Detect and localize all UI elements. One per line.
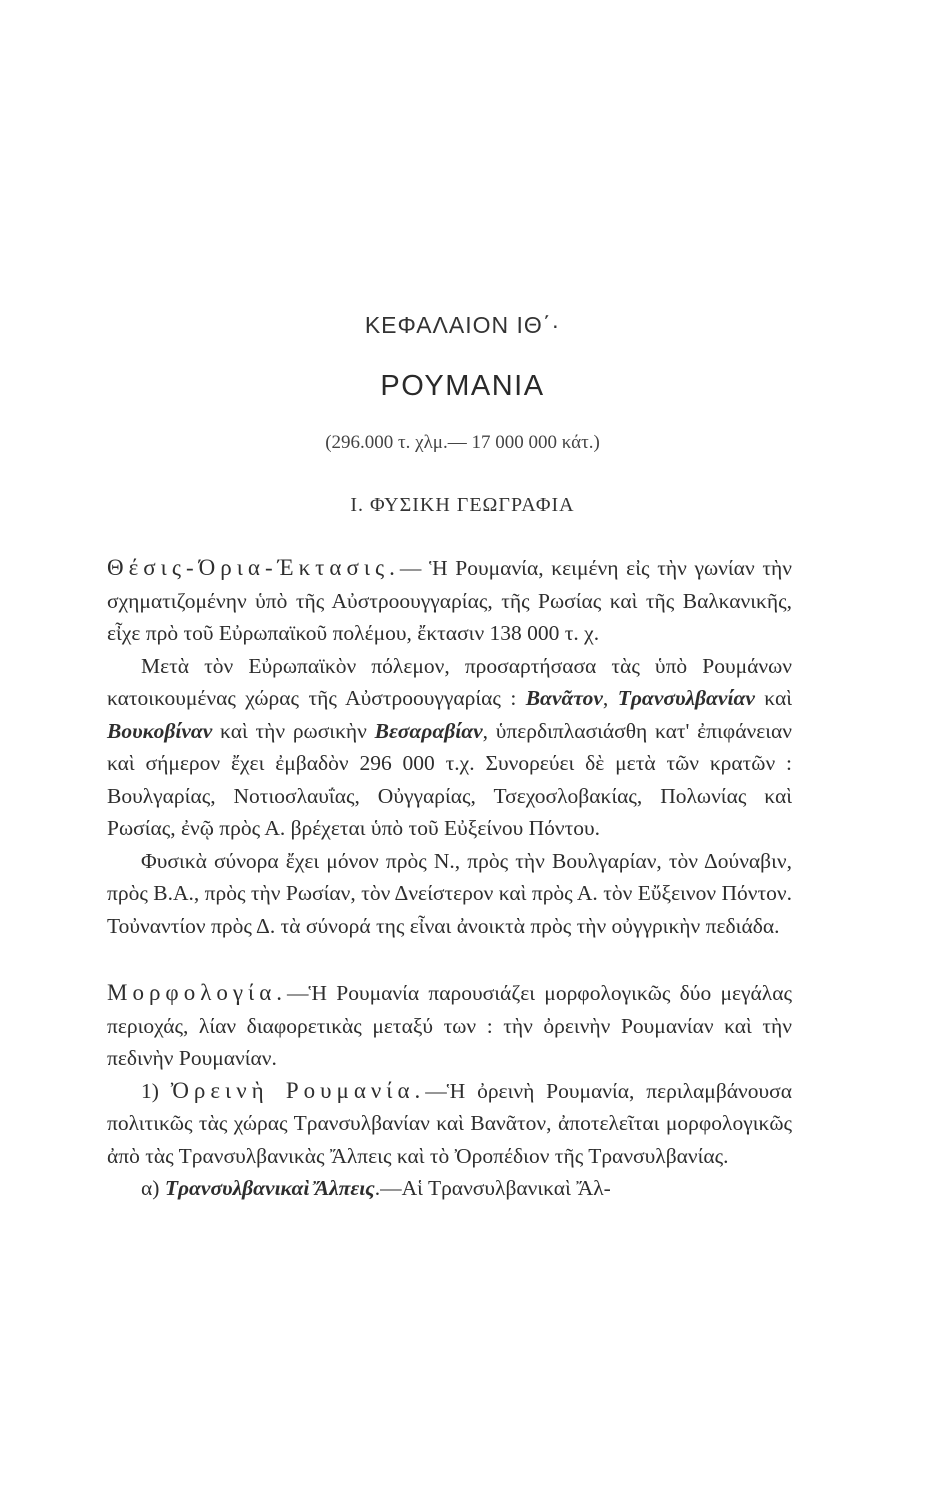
paragraph-morphology — [107, 977, 792, 1075]
bold-term-banat: Βανᾶτον — [525, 686, 603, 710]
text-run: , ὑπερδιπλασιάσθη κατ' ἐπιφάνειαν καὶ σήμερον ἔχει ἐμβαδὸν 296 000 τ.χ. Συνορεύει δὲ μετὰ τῶν κρατῶν : Βουλγαρίας, Νοτιοσλαυΐας, Οὐγγαρίας, Τσεχοσλοβακίας, Πολωνίας καὶ Ρωσίας, ἐνῷ πρὸς Α. βρέχεται ὑπὸ τοῦ Εὐξείνου Πόντου. — [107, 718, 792, 840]
paragraph-transylvanian-alps — [107, 1172, 792, 1205]
spaced-heading-mountainous: Ὀρεινὴ Ρουμανία. — [170, 1077, 426, 1103]
paragraph-text: —Ἡ Ρουμανία παρουσιάζει μορφολογικῶς δύο μεγάλας περιοχάς, λίαν διαφορετικὰς μεταξύ των : τὴν ὀρεινὴν Ρουμανίαν καὶ τὴν πεδινὴν Ρουμανίαν. — [107, 981, 792, 1070]
bold-term-bukovina: Βουκοβίναν — [107, 718, 213, 743]
paragraph-postwar-annexation — [107, 650, 792, 845]
paragraph-text: — Ἡ Ρουμανία, κειμένη εἰς τὴν γωνίαν τὴν σχηματιζομένην ὑπὸ τῆς Αὐστροουγγαρίας, τῆς Ρωσίας καὶ τῆς Βαλκανικῆς, εἶχε πρὸ τοῦ Εὐρωπαϊκοῦ πολέμου, ἔκτασιν 138 000 τ. χ. — [107, 556, 792, 645]
item-letter: α) — [141, 1176, 165, 1200]
body-text — [107, 552, 792, 1205]
paragraph-natural-borders: Φυσικὰ σύνορα ἔχει μόνον πρὸς Ν., πρὸς τὴν Βουλγαρίαν, τὸν Δούναβιν, πρὸς Β.Α., πρὸς τὴν Ρωσίαν, τὸν Δνείστερον καὶ πρὸς Α. τὸν Εὔξεινον Πόντον. Τοὐναντίον πρὸς Δ. τὰ σύνορά της εἶναι ἀνοικτὰ πρὸς τὴν οὐγγρικὴν πεδιάδα. — [107, 848, 792, 938]
bold-term-transylvanian-alps: Τρανσυλβανικαὶ Ἄλπεις — [164, 1176, 375, 1200]
country-statistics: (296.000 τ. χλμ.— 17 000 000 κάτ.) — [325, 432, 600, 453]
paragraph-mountainous-romania — [107, 1075, 792, 1173]
item-number: 1) — [141, 1078, 171, 1103]
paragraph-text: —Ἡ ὀρεινὴ Ρουμανία, περιλαμβάνουσα πολιτικῶς τὰς χώρας Τρανσυλβανίαν καὶ Βανᾶτον, ἀποτελεῖται μορφολογικῶς ἀπὸ τὰς Τρανσυλβανικὰς Ἄλπεις καὶ τὸ Ὀροπέδιον τῆς Τρανσυλβανίας. — [107, 1078, 792, 1168]
chapter-heading: ΚΕΦΑΛΑΙΟΝ ΙΘ΄· — [364, 312, 561, 338]
spaced-heading-position: Θέσις-Όρια-Έκτασις. — [107, 555, 400, 580]
page-title: ΡΟΥΜΑΝΙΑ — [380, 370, 545, 402]
bold-term-bessarabia: Βεσαραβίαν — [374, 718, 483, 743]
bold-term-transylvania: Τρανσυλβανίαν — [617, 686, 755, 710]
paragraph-text: .—Αἱ Τρανσυλβανικαὶ Ἄλ- — [374, 1176, 611, 1200]
paragraph-position-borders-area — [107, 552, 792, 650]
text-run: , — [602, 686, 618, 710]
spaced-heading-morphology: Μορφολογία. — [107, 980, 288, 1005]
text-run: καὶ — [754, 686, 792, 710]
text-run: Μετὰ τὸν Εὐρωπαϊκὸν πόλεμον, προσαρτήσασα τὰς ὑπὸ Ρουμάνων κατοικουμένας χώρας τῆς Αὐστροουγγαρίας : — [107, 653, 792, 710]
section-heading: Ι. ΦΥΣΙΚΗ ΓΕΩΓΡΑΦΙΑ — [350, 494, 575, 516]
text-run: καὶ τὴν ρωσικὴν — [212, 718, 375, 743]
